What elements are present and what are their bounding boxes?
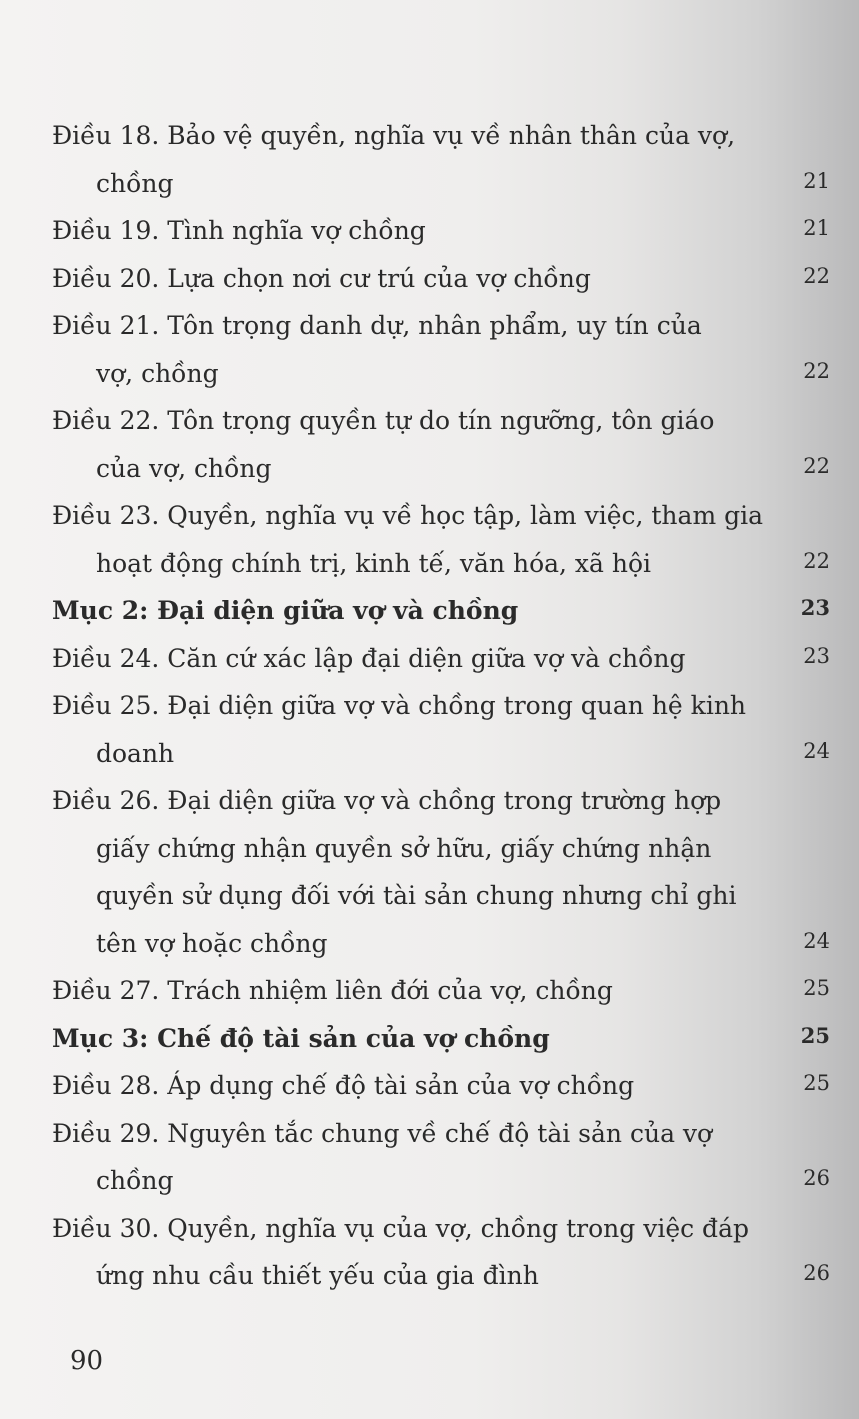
toc-page-number: 22 bbox=[803, 358, 830, 383]
toc-entry bbox=[52, 112, 842, 160]
toc-entry bbox=[52, 540, 842, 588]
toc-page-number: 23 bbox=[800, 595, 830, 620]
toc-entry bbox=[52, 635, 842, 683]
toc-entry-text: Mục 3: Chế độ tài sản của vợ chồng bbox=[52, 1023, 550, 1053]
toc-entry bbox=[52, 967, 842, 1015]
toc-entry bbox=[52, 160, 842, 208]
toc-entry bbox=[52, 730, 842, 778]
toc-entry-text: chồng bbox=[96, 1166, 174, 1195]
toc-page-number: 21 bbox=[803, 168, 830, 193]
toc-entry-text: chồng bbox=[96, 168, 174, 198]
toc-page-number: 22 bbox=[803, 263, 830, 288]
toc-page-number: 23 bbox=[803, 643, 830, 668]
toc-page-number: 25 bbox=[803, 1071, 830, 1095]
toc-entry-text: hoạt động chính trị, kinh tế, văn hóa, xã hội bbox=[96, 548, 652, 578]
toc-entry bbox=[52, 350, 842, 398]
toc-page-number: 26 bbox=[803, 1166, 830, 1190]
toc-entry-text: Điều 24. Căn cứ xác lập đại diện giữa vợ và chồng bbox=[52, 643, 686, 673]
toc-entry bbox=[52, 255, 842, 303]
toc-entry-text: doanh bbox=[96, 738, 175, 768]
toc-entry-text: Điều 19. Tình nghĩa vợ chồng bbox=[52, 216, 426, 245]
toc-page-number: 21 bbox=[803, 216, 830, 240]
toc-entry-text: Điều 28. Áp dụng chế độ tài sản của vợ chồng bbox=[52, 1071, 635, 1100]
toc-entry-text: giấy chứng nhận quyền sở hữu, giấy chứng nhận bbox=[96, 833, 712, 863]
toc-entry bbox=[52, 920, 842, 968]
toc-page-number: 24 bbox=[803, 928, 830, 953]
toc-entry bbox=[52, 777, 842, 825]
toc-entry-text: Điều 23. Quyền, nghĩa vụ về học tập, làm việc, tham gia bbox=[52, 501, 763, 530]
toc-page-number: 22 bbox=[803, 548, 830, 573]
toc-entry-text: Điều 27. Trách nhiệm liên đới của vợ, chồng bbox=[52, 976, 613, 1005]
toc-entry-text: Điều 30. Quyền, nghĩa vụ của vợ, chồng trong việc đáp bbox=[52, 1213, 749, 1243]
toc-section-heading bbox=[52, 1015, 842, 1063]
toc-page-number: 26 bbox=[803, 1261, 830, 1285]
toc-entry bbox=[52, 1110, 842, 1158]
toc-entry-text: ứng nhu cầu thiết yếu của gia đình bbox=[96, 1261, 539, 1290]
toc-entry bbox=[52, 1157, 842, 1205]
toc-page-number: 24 bbox=[803, 738, 830, 763]
toc-entry bbox=[52, 825, 842, 873]
toc-entry-text: Điều 18. Bảo vệ quyền, nghĩa vụ về nhân thân của vợ, bbox=[52, 121, 736, 150]
toc-entry-text: của vợ, chồng bbox=[96, 453, 272, 483]
table-of-contents bbox=[52, 112, 842, 1300]
toc-page-number: 25 bbox=[800, 1022, 830, 1048]
toc-entry-text: Điều 20. Lựa chọn nơi cư trú của vợ chồng bbox=[52, 263, 591, 293]
toc-page-number: 25 bbox=[803, 976, 830, 1000]
toc-entry bbox=[52, 302, 842, 350]
page-number: 90 bbox=[70, 1346, 104, 1376]
toc-entry bbox=[52, 492, 842, 540]
toc-entry-text: quyền sử dụng đối với tài sản chung nhưng chỉ ghi bbox=[96, 881, 737, 910]
toc-entry-text: vợ, chồng bbox=[96, 358, 219, 388]
toc-entry-text: Điều 21. Tôn trọng danh dự, nhân phẩm, uy tín của bbox=[52, 311, 702, 340]
toc-entry bbox=[52, 207, 842, 255]
toc-entry bbox=[52, 397, 842, 445]
toc-entry bbox=[52, 682, 842, 730]
toc-entry bbox=[52, 1205, 842, 1253]
toc-entry bbox=[52, 1062, 842, 1110]
toc-entry-text: Điều 25. Đại diện giữa vợ và chồng trong quan hệ kinh bbox=[52, 691, 747, 720]
toc-entry bbox=[52, 1252, 842, 1300]
toc-section-heading bbox=[52, 587, 842, 635]
toc-page-number: 22 bbox=[803, 453, 830, 478]
toc-entry-text: tên vợ hoặc chồng bbox=[96, 928, 328, 958]
toc-entry-text: Mục 2: Đại diện giữa vợ và chồng bbox=[52, 596, 519, 625]
toc-entry-text: Điều 26. Đại diện giữa vợ và chồng trong trường hợp bbox=[52, 786, 722, 815]
toc-entry bbox=[52, 872, 842, 920]
toc-entry-text: Điều 22. Tôn trọng quyền tự do tín ngưỡng, tôn giáo bbox=[52, 406, 715, 435]
toc-entry-text: Điều 29. Nguyên tắc chung về chế độ tài sản của vợ bbox=[52, 1118, 713, 1148]
toc-entry bbox=[52, 445, 842, 493]
